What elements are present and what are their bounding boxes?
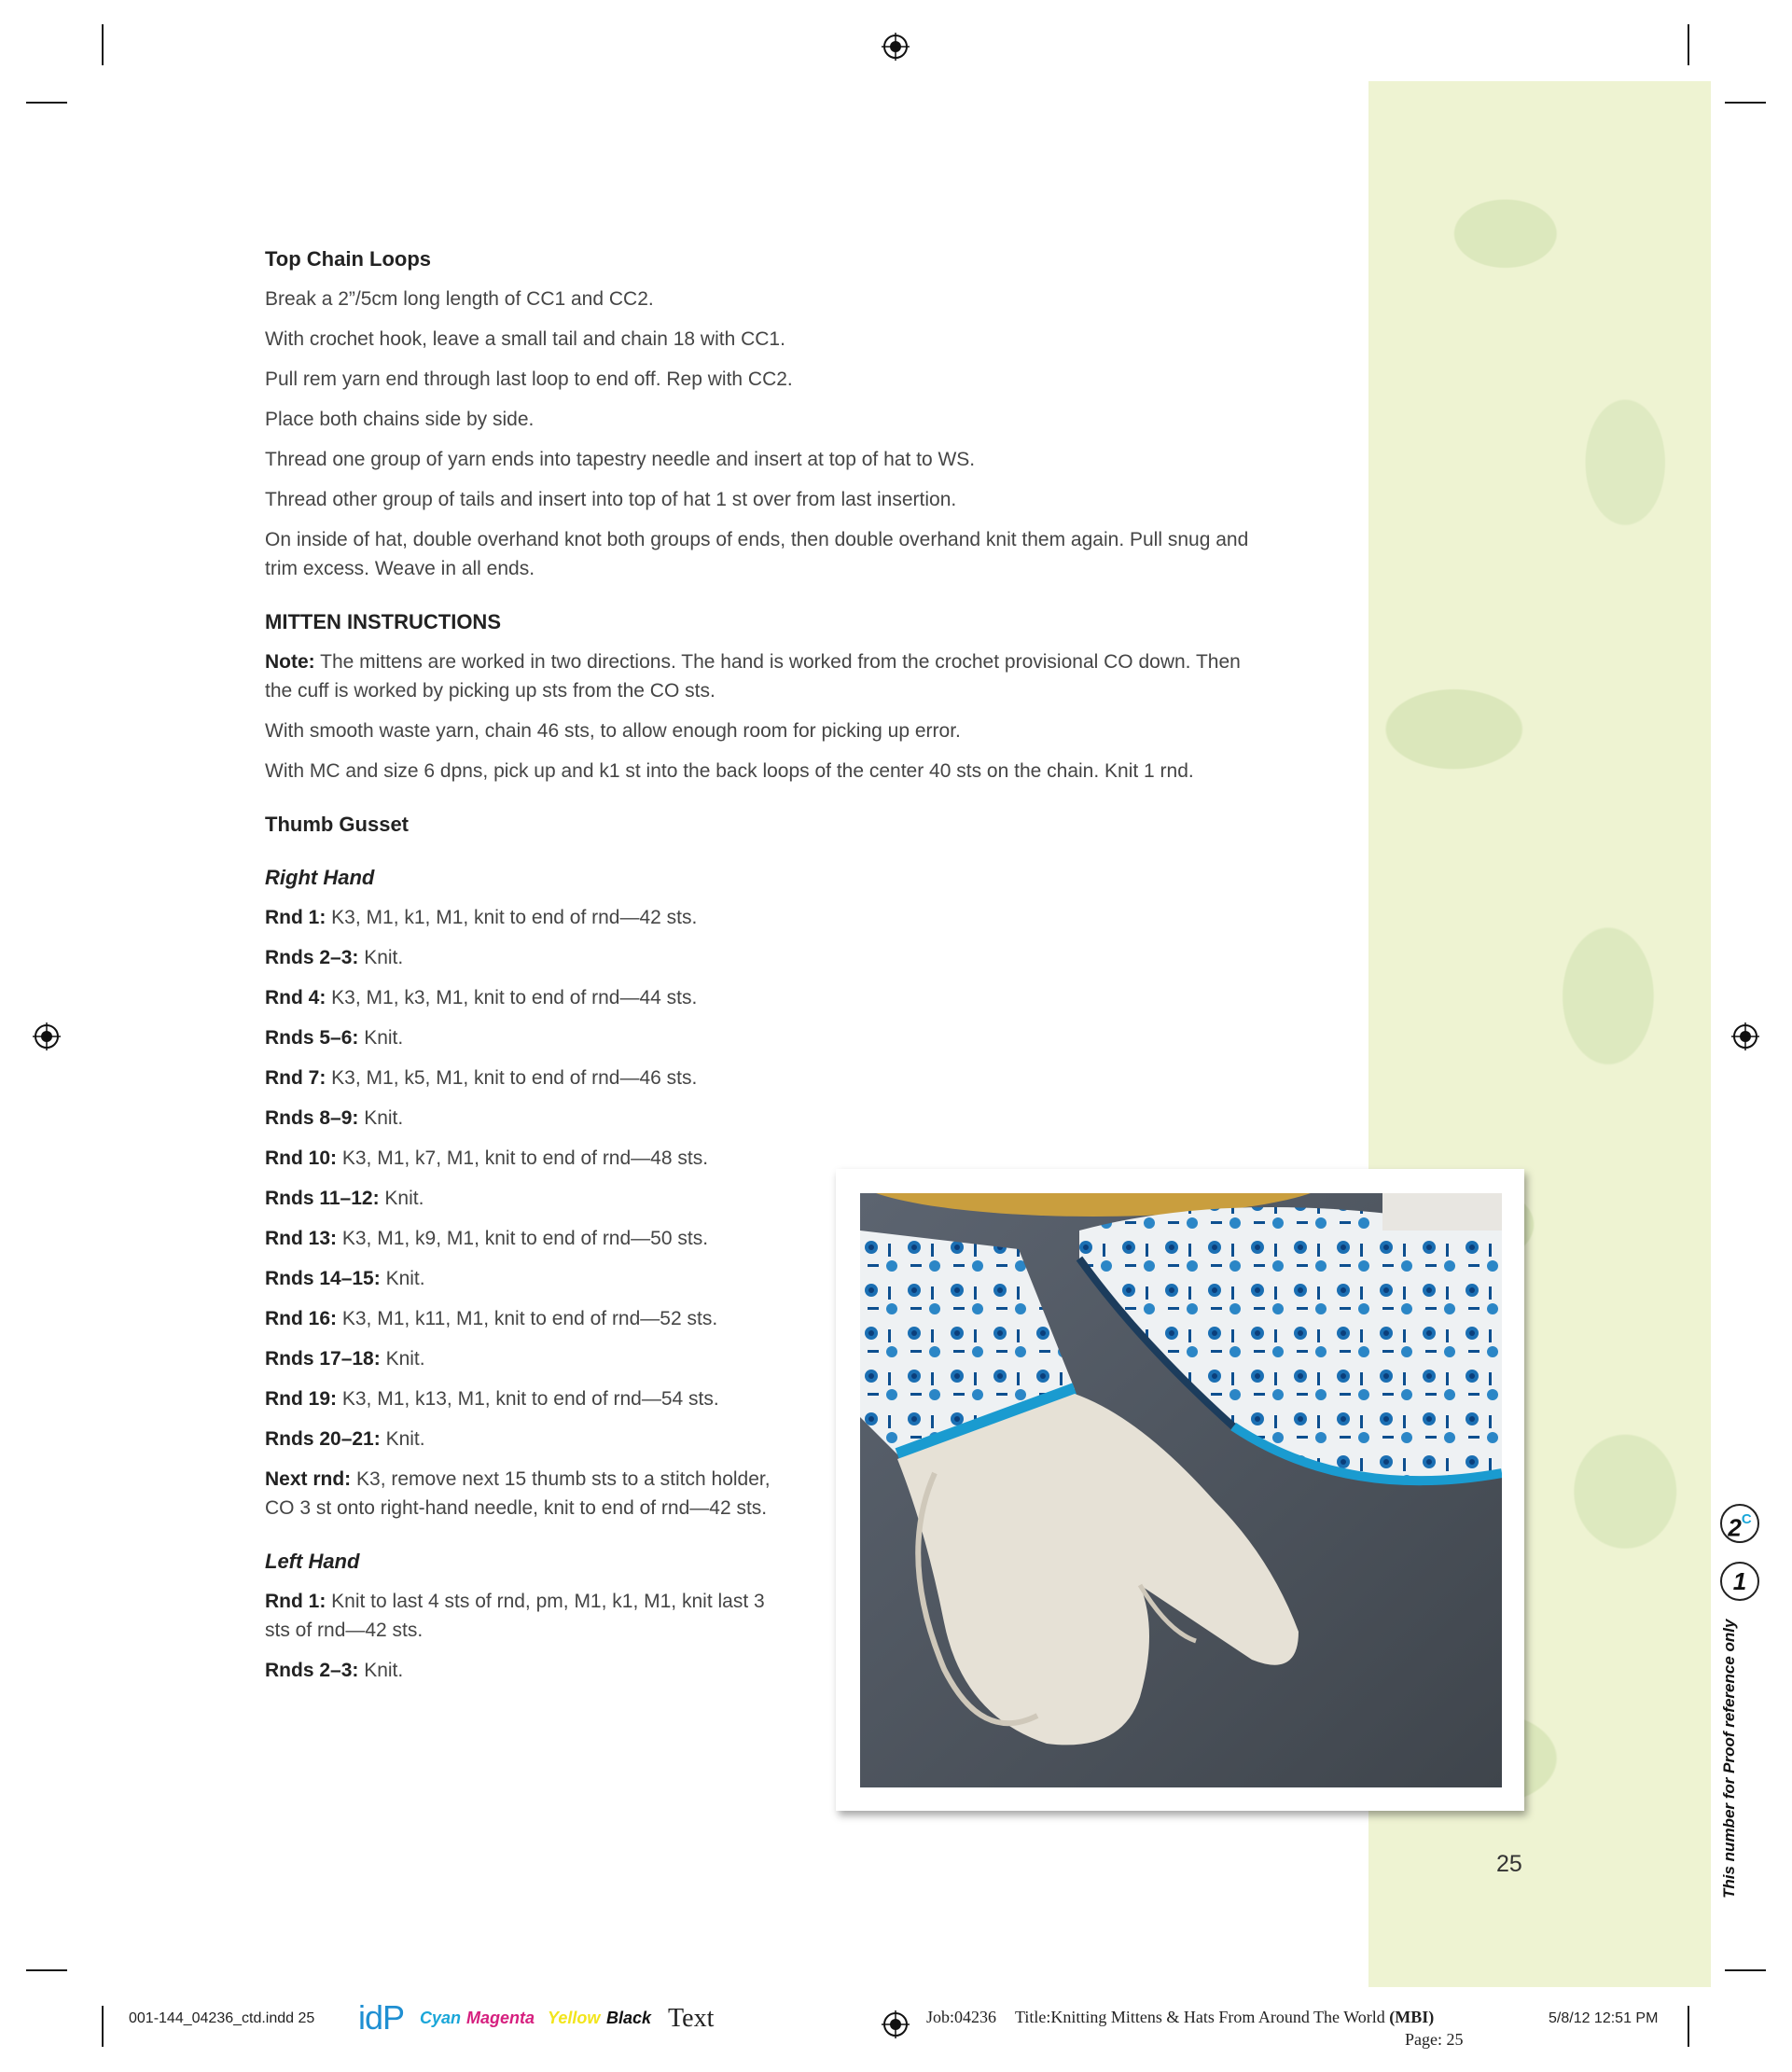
ink-black: Black	[606, 2009, 652, 2027]
slug-title: Title:Knitting Mittens & Hats From Around The World (MBI)	[1015, 2008, 1435, 2026]
crop-mark	[102, 24, 104, 65]
paragraph: With smooth waste yarn, chain 46 sts, to allow enough room for picking up error.	[265, 720, 961, 742]
page-number: 25	[1496, 1851, 1522, 1877]
crop-mark	[102, 2006, 104, 2047]
note-label: Note:	[265, 651, 315, 673]
round-row: Rnd 10: K3, M1, k7, M1, knit to end of rnd—48 sts.	[265, 1147, 709, 1169]
round-row: Rnd 19: K3, M1, k13, M1, knit to end of rnd—54 sts.	[265, 1388, 719, 1410]
slug-page: Page: 25	[1405, 2030, 1464, 2049]
round-row: Rnd 7: K3, M1, k5, M1, knit to end of rnd—46 sts.	[265, 1067, 698, 1089]
crop-mark	[1725, 1969, 1766, 1971]
registration-mark-icon	[33, 1022, 61, 1050]
ink-cyan: Cyan	[420, 2009, 462, 2027]
slug-timestamp: 5/8/12 12:51 PM	[1549, 2010, 1659, 2026]
paragraph: With crochet hook, leave a small tail and chain 18 with CC1.	[265, 328, 785, 350]
crop-mark	[1725, 102, 1766, 104]
round-row: Rnds 11–12: Knit.	[265, 1188, 424, 1209]
slug-job: Job:04236	[926, 2008, 997, 2026]
section-heading: Thumb Gusset	[265, 813, 410, 836]
crop-mark	[26, 102, 67, 104]
crop-mark	[26, 1969, 67, 1971]
paragraph: Thread other group of tails and insert into top of hat 1 st over from last insertion.	[265, 489, 957, 510]
slug-text-label: Text	[668, 2004, 715, 2033]
mittens-photo	[860, 1193, 1502, 1787]
paragraph: Place both chains side by side.	[265, 409, 535, 430]
paragraph: Thread one group of yarn ends into tapestry needle and insert at top of hat to WS.	[265, 449, 976, 470]
left-hand-rows	[265, 1587, 787, 1685]
round-row: Rnds 20–21: Knit.	[265, 1428, 425, 1450]
note-text: The mittens are worked in two directions. The hand is worked from the crochet provisional CO down. Then the cuff is worked by picking up sts from the CO sts.	[265, 651, 1241, 702]
proof-note: This number for Proof reference only	[1720, 1619, 1738, 1898]
section-heading: Top Chain Loops	[265, 247, 432, 271]
paragraph: On inside of hat, double overhand knot both groups of ends, then double overhand knit them again. Pull snug and trim excess. Weave in all ends.	[265, 529, 1249, 579]
round-row: Rnds 5–6: Knit.	[265, 1027, 404, 1049]
round-row: Rnds 14–15: Knit.	[265, 1268, 425, 1289]
registration-mark-icon	[882, 33, 910, 61]
proof-mark-circle: $2^C$	[1720, 1504, 1759, 1543]
crop-mark	[1688, 24, 1689, 65]
right-hand-rows	[265, 903, 787, 1523]
subsection-heading: Left Hand	[265, 1550, 360, 1573]
registration-mark-icon	[1731, 1022, 1759, 1050]
crop-mark	[1688, 2006, 1689, 2047]
subsection-heading: Right Hand	[265, 866, 375, 889]
slug-file: 001-144_04236_ctd.indd 25	[129, 2010, 315, 2026]
paragraph: Pull rem yarn end through last loop to end off. Rep with CC2.	[265, 369, 793, 390]
round-row: Rnd 1: K3, M1, k1, M1, knit to end of rnd—42 sts.	[265, 907, 698, 928]
round-row: Rnds 17–18: Knit.	[265, 1348, 425, 1370]
registration-mark-icon	[882, 2010, 910, 2038]
round-row: Rnd 13: K3, M1, k9, M1, knit to end of rnd—50 sts.	[265, 1228, 709, 1249]
photo-frame	[836, 1169, 1524, 1811]
round-row: Rnd 1: Knit to last 4 sts of rnd, pm, M1, k1, M1, knit last 3 sts of rnd—42 sts.	[265, 1591, 765, 1641]
idp-logo: idP	[358, 1998, 405, 2037]
note-paragraph	[265, 647, 1268, 705]
proof-mark-circle: 1	[1720, 1562, 1759, 1601]
round-row: Rnd 4: K3, M1, k3, M1, knit to end of rnd—44 sts.	[265, 987, 698, 1008]
round-row: Rnd 16: K3, M1, k11, M1, knit to end of rnd—52 sts.	[265, 1308, 718, 1329]
round-row: Next rnd: K3, remove next 15 thumb sts to a stitch holder, CO 3 st onto right-hand needle, knit to end of rnd—42 sts.	[265, 1468, 771, 1519]
round-row: Rnds 8–9: Knit.	[265, 1107, 404, 1129]
section-heading: MITTEN INSTRUCTIONS	[265, 610, 501, 633]
round-row: Rnds 2–3: Knit.	[265, 1660, 404, 1681]
round-row: Rnds 2–3: Knit.	[265, 947, 404, 968]
paragraph: Break a 2”/5cm long length of CC1 and CC2.	[265, 288, 654, 310]
ink-magenta: Magenta	[466, 2009, 535, 2027]
ink-yellow: Yellow	[548, 2009, 601, 2027]
paragraph: With MC and size 6 dpns, pick up and k1 st into the back loops of the center 40 sts on the chain. Knit 1 rnd.	[265, 760, 1194, 782]
